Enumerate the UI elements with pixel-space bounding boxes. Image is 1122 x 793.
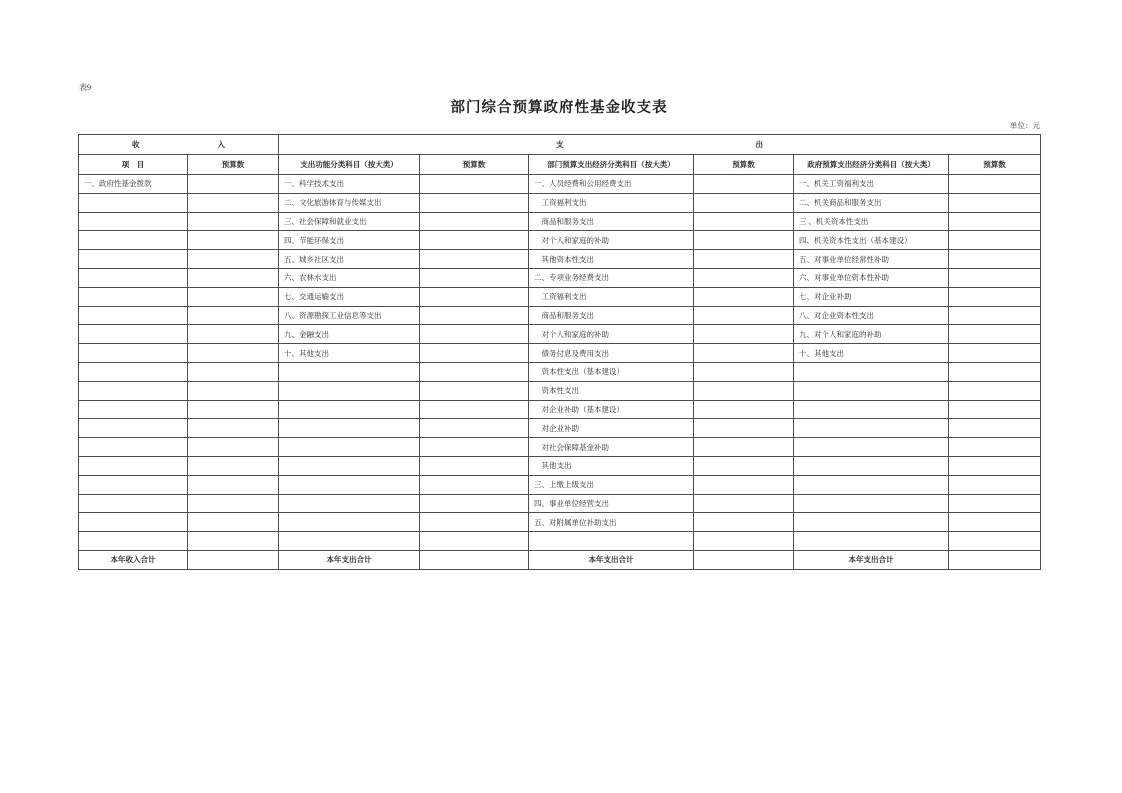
table-cell — [949, 268, 1041, 287]
table-cell: 二、机关商品和服务支出 — [794, 193, 949, 212]
table-cell — [79, 344, 188, 363]
table-row — [79, 325, 1041, 344]
table-cell — [188, 250, 279, 269]
table-cell — [949, 362, 1041, 381]
table-cell — [420, 494, 529, 513]
expenditure-group-header — [279, 135, 1041, 155]
table-cell — [694, 325, 794, 344]
unit-note: 单位：元 — [1010, 121, 1040, 130]
table-cell — [949, 419, 1041, 438]
table-cell — [949, 306, 1041, 325]
table-cell — [79, 306, 188, 325]
table-cell — [420, 325, 529, 344]
table-cell — [188, 231, 279, 250]
table-cell — [79, 513, 188, 532]
table-cell — [188, 306, 279, 325]
page-title: 部门综合预算政府性基金收支表 — [450, 100, 668, 116]
table-row — [79, 419, 1041, 438]
table-cell — [279, 419, 420, 438]
table-cell — [188, 362, 279, 381]
table-cell: 二、专项业务经费支出 — [529, 268, 694, 287]
table-cell — [79, 419, 188, 438]
table-row — [79, 344, 1041, 363]
table-cell: 七、对企业补助 — [794, 287, 949, 306]
table-cell: 其他资本性支出 — [529, 250, 694, 269]
total-cell: 本年支出合计 — [794, 550, 949, 569]
table-cell — [949, 438, 1041, 457]
table-cell — [529, 532, 694, 551]
table-row — [79, 362, 1041, 381]
table-cell — [279, 513, 420, 532]
table-cell: 一、人员经费和公用经费支出 — [529, 175, 694, 194]
table-cell — [188, 400, 279, 419]
table-cell: 七、交通运输支出 — [279, 287, 420, 306]
table-cell — [79, 268, 188, 287]
table-cell — [694, 438, 794, 457]
table-cell: 资本性支出（基本建设） — [529, 362, 694, 381]
table-cell: 债务付息及费用支出 — [529, 344, 694, 363]
table-cell — [420, 419, 529, 438]
table-cell: 十、其他支出 — [794, 344, 949, 363]
table-cell — [188, 287, 279, 306]
table-cell: 资本性支出 — [529, 381, 694, 400]
table-row — [79, 250, 1041, 269]
table-cell — [188, 325, 279, 344]
table-cell — [420, 400, 529, 419]
table-row — [79, 513, 1041, 532]
table-row — [79, 494, 1041, 513]
table-cell — [694, 494, 794, 513]
table-cell — [188, 344, 279, 363]
table-cell — [79, 532, 188, 551]
table-cell — [694, 306, 794, 325]
income-header-char: 收 — [132, 140, 140, 149]
table-cell — [420, 381, 529, 400]
expenditure-header-char: 出 — [755, 140, 764, 149]
table-cell — [694, 381, 794, 400]
table-cell: 八、资源勘探工业信息等支出 — [279, 306, 420, 325]
table-cell: 商品和服务支出 — [529, 306, 694, 325]
table-cell: 对企业补助 — [529, 419, 694, 438]
table-cell: 三、社会保障和就业支出 — [279, 212, 420, 231]
column-header-budget: 预算数 — [188, 155, 279, 175]
table-cell: 工资福利支出 — [529, 287, 694, 306]
table-cell: 五、对附属单位补助支出 — [529, 513, 694, 532]
table-cell — [279, 381, 420, 400]
table-cell — [794, 362, 949, 381]
table-row — [79, 193, 1041, 212]
table-cell — [949, 175, 1041, 194]
table-cell — [949, 193, 1041, 212]
total-cell — [694, 550, 794, 569]
table-cell — [420, 475, 529, 494]
table-cell — [188, 475, 279, 494]
table-cell — [949, 494, 1041, 513]
table-row — [79, 175, 1041, 194]
table-cell — [188, 268, 279, 287]
table-cell — [188, 438, 279, 457]
table-cell: 一、政府性基金拨款 — [79, 175, 188, 194]
income-header-char: 入 — [217, 140, 225, 149]
table-cell — [420, 306, 529, 325]
table-cell: 一、科学技术支出 — [279, 175, 420, 194]
table-row — [79, 456, 1041, 475]
table-cell — [794, 438, 949, 457]
table-cell — [79, 494, 188, 513]
table-cell: 三、上缴上级支出 — [529, 475, 694, 494]
table-cell — [949, 532, 1041, 551]
table-cell — [949, 287, 1041, 306]
table-cell — [794, 475, 949, 494]
table-row — [79, 438, 1041, 457]
expenditure-header-char: 支 — [556, 140, 564, 149]
table-row — [79, 231, 1041, 250]
budget-table — [78, 134, 1041, 570]
table-cell: 商品和服务支出 — [529, 212, 694, 231]
table-cell — [420, 268, 529, 287]
table-row — [79, 287, 1041, 306]
table-cell — [949, 456, 1041, 475]
table-row — [79, 400, 1041, 419]
table-cell: 二、文化旅游体育与传媒支出 — [279, 193, 420, 212]
table-cell — [279, 532, 420, 551]
column-header-dept-economic-category: 部门预算支出经济分类科目（按大类） — [529, 155, 694, 175]
table-cell — [188, 532, 279, 551]
table-cell — [694, 419, 794, 438]
table-row — [79, 381, 1041, 400]
table-cell — [279, 475, 420, 494]
table-cell: 四、事业单位经营支出 — [529, 494, 694, 513]
income-group-header — [79, 135, 279, 155]
table-cell: 五、对事业单位经常性补助 — [794, 250, 949, 269]
table-cell: 六、对事业单位资本性补助 — [794, 268, 949, 287]
table-cell: 三 、机关资本性支出 — [794, 212, 949, 231]
table-cell — [420, 193, 529, 212]
table-cell — [949, 344, 1041, 363]
column-header-gov-economic-category: 政府预算支出经济分类科目（按大类） — [794, 155, 949, 175]
table-cell — [949, 381, 1041, 400]
table-cell — [949, 231, 1041, 250]
column-header-row — [79, 155, 1041, 175]
total-cell: 本年支出合计 — [529, 550, 694, 569]
table-cell: 一、机关工资福利支出 — [794, 175, 949, 194]
table-cell — [79, 456, 188, 475]
table-cell — [188, 513, 279, 532]
table-cell — [79, 250, 188, 269]
table-cell — [694, 212, 794, 231]
table-cell — [420, 175, 529, 194]
table-cell: 五、城乡社区支出 — [279, 250, 420, 269]
table-cell — [279, 494, 420, 513]
total-cell: 本年收入合计 — [79, 550, 188, 569]
table-cell — [188, 175, 279, 194]
total-cell — [949, 550, 1041, 569]
group-header-row — [79, 135, 1041, 155]
table-cell — [279, 456, 420, 475]
table-cell — [188, 419, 279, 438]
table-cell — [420, 344, 529, 363]
table-cell: 工资福利支出 — [529, 193, 694, 212]
table-cell — [188, 193, 279, 212]
table-cell — [794, 381, 949, 400]
table-cell — [949, 212, 1041, 231]
table-cell — [694, 344, 794, 363]
table-cell — [420, 438, 529, 457]
total-cell — [420, 550, 529, 569]
table-cell — [949, 475, 1041, 494]
table-cell — [794, 532, 949, 551]
column-header-budget: 预算数 — [420, 155, 529, 175]
table-cell: 四、节能环保支出 — [279, 231, 420, 250]
table-cell — [694, 287, 794, 306]
table-row — [79, 475, 1041, 494]
column-header-item: 项 目 — [79, 155, 188, 175]
table-cell — [420, 212, 529, 231]
table-cell: 六、农林水支出 — [279, 268, 420, 287]
sheet-label: 表9 — [79, 83, 91, 92]
total-cell: 本年支出合计 — [279, 550, 420, 569]
table-cell — [949, 325, 1041, 344]
table-cell — [794, 419, 949, 438]
table-cell — [279, 438, 420, 457]
total-cell — [188, 550, 279, 569]
table-cell: 对个人和家庭的补助 — [529, 325, 694, 344]
column-header-budget: 预算数 — [694, 155, 794, 175]
table-row — [79, 532, 1041, 551]
table-cell — [694, 231, 794, 250]
table-cell — [188, 212, 279, 231]
table-row — [79, 306, 1041, 325]
table-cell — [694, 362, 794, 381]
table-cell: 十、其他支出 — [279, 344, 420, 363]
table-cell — [420, 456, 529, 475]
table-cell: 九、金融支出 — [279, 325, 420, 344]
table-cell — [420, 287, 529, 306]
table-cell — [694, 456, 794, 475]
table-cell — [279, 362, 420, 381]
table-cell: 对社会保障基金补助 — [529, 438, 694, 457]
table-row — [79, 212, 1041, 231]
table-cell — [188, 456, 279, 475]
table-cell — [694, 175, 794, 194]
table-cell — [420, 362, 529, 381]
table-cell — [420, 250, 529, 269]
table-cell — [420, 513, 529, 532]
table-cell — [420, 532, 529, 551]
column-header-budget: 预算数 — [949, 155, 1041, 175]
table-cell — [949, 250, 1041, 269]
table-cell — [694, 475, 794, 494]
table-cell: 九、对个人和家庭的补助 — [794, 325, 949, 344]
table-cell: 四、机关资本性支出（基本建设） — [794, 231, 949, 250]
table-cell — [949, 400, 1041, 419]
table-cell — [188, 494, 279, 513]
table-cell — [79, 287, 188, 306]
table-cell: 其他支出 — [529, 456, 694, 475]
table-cell — [694, 513, 794, 532]
table-cell — [79, 193, 188, 212]
table-cell — [794, 456, 949, 475]
table-cell — [694, 268, 794, 287]
table-cell — [79, 362, 188, 381]
table-cell — [794, 494, 949, 513]
table-cell: 对个人和家庭的补助 — [529, 231, 694, 250]
table-cell — [79, 438, 188, 457]
table-row — [79, 268, 1041, 287]
table-cell — [79, 325, 188, 344]
table-cell — [694, 193, 794, 212]
table-cell — [694, 250, 794, 269]
table-cell — [188, 381, 279, 400]
table-cell — [794, 513, 949, 532]
table-cell — [420, 231, 529, 250]
table-cell — [279, 400, 420, 419]
table-body — [79, 175, 1041, 570]
table-cell: 对企业补助（基本建设） — [529, 400, 694, 419]
table-cell — [79, 475, 188, 494]
table-cell — [79, 231, 188, 250]
table-cell — [694, 532, 794, 551]
table-cell — [694, 400, 794, 419]
table-cell — [79, 381, 188, 400]
column-header-function-category: 支出功能分类科目（按大类） — [279, 155, 420, 175]
table-cell — [79, 400, 188, 419]
total-row — [79, 550, 1041, 569]
table-cell — [949, 513, 1041, 532]
table-cell — [79, 212, 188, 231]
table-cell: 八、对企业资本性支出 — [794, 306, 949, 325]
table-cell — [794, 400, 949, 419]
